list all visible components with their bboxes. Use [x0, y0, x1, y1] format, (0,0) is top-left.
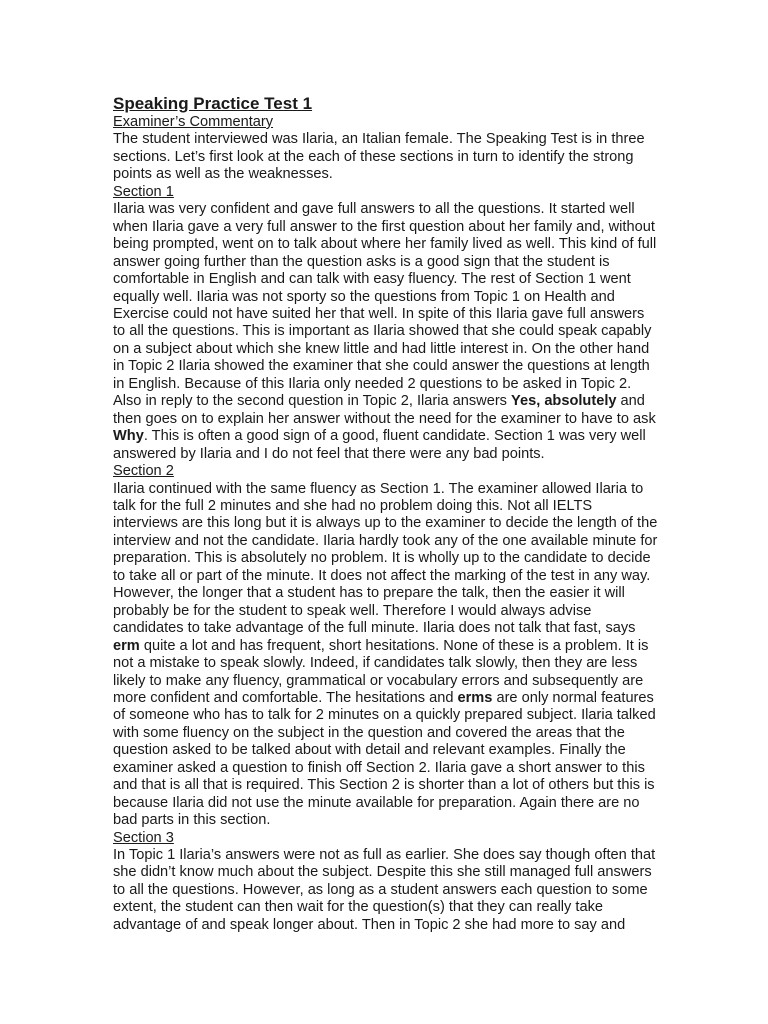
section-2-text-a: Ilaria continued with the same fluency as Section 1. The examiner allowed Ilaria to talk for the full 2 minutes and she had no problem doing this. Not all IELTS interviews are this long but it is always up to the examiner to decide the length of the interview and not the candidate. Ilaria hardly took any of the one available minute for preparation. This is absolutely no problem. It is wholly up to the candidate to decide to take all or part of the minute. It does not affect the marking of the test in any way. However, the longer that a student has to prepare the talk, then the easier it will probably be for the student to speak well. Therefore I would always advise candidates to take advantage of the full minute. Ilaria does not talk that fast, says: [113, 480, 658, 637]
intro-paragraph: The student interviewed was Ilaria, an Italian female. The Speaking Test is in three sections. Let’s first look at the each of these sections in turn to identify the strong points as well as the weaknesses.: [113, 131, 645, 183]
document-page: [113, 93, 658, 934]
section-2-text-b: quite a lot and has frequent, short hesitations. None of these is a problem. It is not a mistake to speak slowly. Indeed, if candidates talk slowly, then they are less likely to make any fluency, grammatical or vocabulary errors and subsequently are more confident and comfortable. The hesitations and: [113, 637, 649, 706]
section-2-bold-a: erm: [113, 637, 140, 654]
section-1-bold-b: Why: [113, 428, 144, 445]
document-title: Speaking Practice Test 1: [113, 94, 313, 113]
document-subtitle: Examiner’s Commentary: [113, 114, 274, 130]
section-2-paragraph: [113, 481, 658, 830]
section-3-heading: Section 3: [113, 829, 174, 846]
section-1-heading: Section 1: [113, 183, 174, 200]
section-2-text-c: are only normal features of someone who has to talk for 2 minutes on a quickly prepared subject. Ilaria talked with some fluency on the subject in the question and covered the areas that the question asked to be talked about with detail and relevant examples. Finally the examiner asked a question to finish off Section 2. Ilaria gave a short answer to this and that is all that is required. This Section 2 is shorter than a lot of others but this is because Ilaria did not use the minute available for preparation. Again there are no bad parts in this section.: [113, 689, 656, 829]
section-1-text-a: Ilaria was very confident and gave full answers to all the questions. It started well when Ilaria gave a very full answer to the first question about her family and, without being prompted, went on to talk about where her family lived as well. This kind of full answer going further than the question asks is a good sign that the student is comfortable in English and can talk with easy fluency. The rest of Section 1 went equally well. Ilaria was not sporty so the questions from Topic 1 on Health and Exercise could not have suited her that well. In spite of this Ilaria gave full answers to all the questions. This is important as Ilaria showed that she could speak capably on a subject about which she knew little and had little interest in. On the other hand in Topic 2 Ilaria showed the examiner that she could answer the questions at length in English. Because of this Ilaria only needed 2 questions to be asked in Topic 2. Also in reply to the second question in Topic 2, Ilaria answers: [113, 201, 657, 410]
section-1-text-b: and then goes on to explain her answer without the need for the examiner to have to ask: [113, 393, 656, 427]
section-1-bold-a: Yes, absolutely: [511, 393, 617, 410]
section-1-text-c: . This is often a good sign of a good, fluent candidate. Section 1 was very well answered by Ilaria and I do not feel that there were any bad points.: [113, 428, 646, 462]
section-3-paragraph: In Topic 1 Ilaria’s answers were not as full as earlier. She does say though often that she didn’t know much about the subject. Despite this she still managed full answers to all the questions. However, as long as a student answers each question to some extent, the student can then wait for the question(s) that they can really take advantage of and speak longer about. Then in Topic 2 she had more to say and: [113, 847, 656, 933]
section-2-bold-b: erms: [457, 689, 493, 706]
section-1-paragraph: [113, 201, 658, 463]
section-2-heading: Section 2: [113, 463, 174, 480]
